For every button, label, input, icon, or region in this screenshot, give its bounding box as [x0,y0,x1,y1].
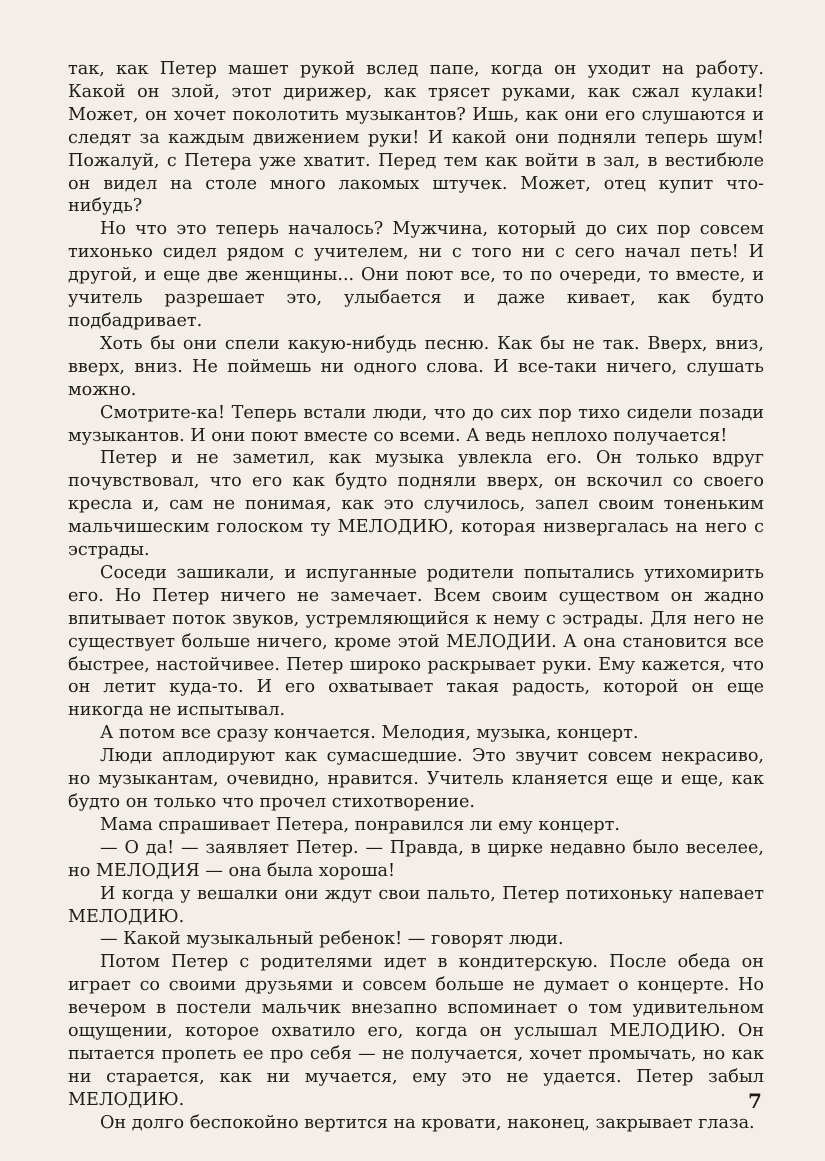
paragraph-5: Петер и не заметил, как музыка увлекла его. Он только вдруг почувствовал, что его как будто подняли вверх, он вскочил со своего кресла и, сам не понимая, как это случилось, запел своим тоненьким мальчишеским голоском ту МЕЛОДИЮ, которая низвергалась на него с эстрады. [68,448,764,561]
paragraph-13: Потом Петер с родителями идет в кондитерскую. После обеда он играет со своими друзьями и совсем больше не думает о концерте. Но вечером в постели мальчик внезапно вспоминает о том удивительном ощущении, которое охватило его, когда он услышал МЕЛОДИЮ. Он пытается пропеть ее про себя — не получается, хочет промычать, но как ни старается, как ни мучается, ему это не удается. Петер забыл МЕЛОДИЮ. [68,952,764,1110]
paragraph-11: И когда у вешалки они ждут свои пальто, Петер потихоньку напевает МЕЛОДИЮ. [68,883,764,927]
paragraph-4: Смотрите-ка! Теперь встали люди, что до сих пор тихо сидели позади музыкантов. И они поют вместе со всеми. А ведь неплохо получается! [68,402,764,446]
page-text [68,58,764,1135]
paragraph-8: Люди аплодируют как сумасшедшие. Это звучит совсем некрасиво, но музыкантам, очевидно, нравится. Учитель кланяется еще и еще, как будто он только что прочел стихотворение. [68,746,764,812]
paragraph-2: Но что это теперь началось? Мужчина, который до сих пор совсем тихонько сидел рядом с учителем, ни с того ни с сего начал петь! И другой, и еще две женщины... Они поют все, то по очереди, то вместе, и учитель разрешает это, улыбается и даже кивает, как будто подбадривает. [68,219,764,331]
paragraph-3: Хоть бы они спели какую-нибудь песню. Как бы не так. Вверх, вниз, вверх, вниз. Не поймешь ни одного слова. И все-таки ничего, слушать можно. [68,333,764,400]
paragraph-14: Он долго беспокойно вертится на кровати, наконец, закрывает глаза. [100,1112,755,1133]
paragraph-6: Соседи зашикали, и испуганные родители попытались утихомирить его. Но Петер ничего не замечает. Всем своим существом он жадно впитывает поток звуков, устремляющийся к нему с эстрады. Для него не существует больше ничего, кроме этой МЕЛОДИИ. А она становится все быстрее, настойчивее. Петер широко раскрывает руки. Ему кажется, что он летит куда-то. И его охватывает такая радость, которой он еще никогда не испытывал. [68,562,764,721]
paragraph-1: так, как Петер машет рукой вслед папе, когда он уходит на работу. Какой он злой, этот дирижер, как трясет руками, как сжал кулаки! Может, он хочет поколотить музыкантов? Ишь, как они его слушаются и следят за каждым движением руки! И какой они подняли теперь шум! Пожалуй, с Петера уже хватит. Перед тем как войти в зал, в вестибюле он видел на столе много лакомых штучек. Может, отец купит что-нибудь? [68,59,764,217]
paragraph-7: А потом все сразу кончается. Мелодия, музыка, концерт. [100,723,639,744]
paragraph-10: — О да! — заявляет Петер. — Правда, в цирке недавно было веселее, но МЕЛОДИЯ — она была хороша! [68,837,764,881]
paragraph-9: Мама спрашивает Петера, понравился ли ему концерт. [100,814,620,835]
paragraph-12: — Какой музыкальный ребенок! — говорят люди. [100,929,564,950]
page-number: 7 [748,1089,762,1113]
